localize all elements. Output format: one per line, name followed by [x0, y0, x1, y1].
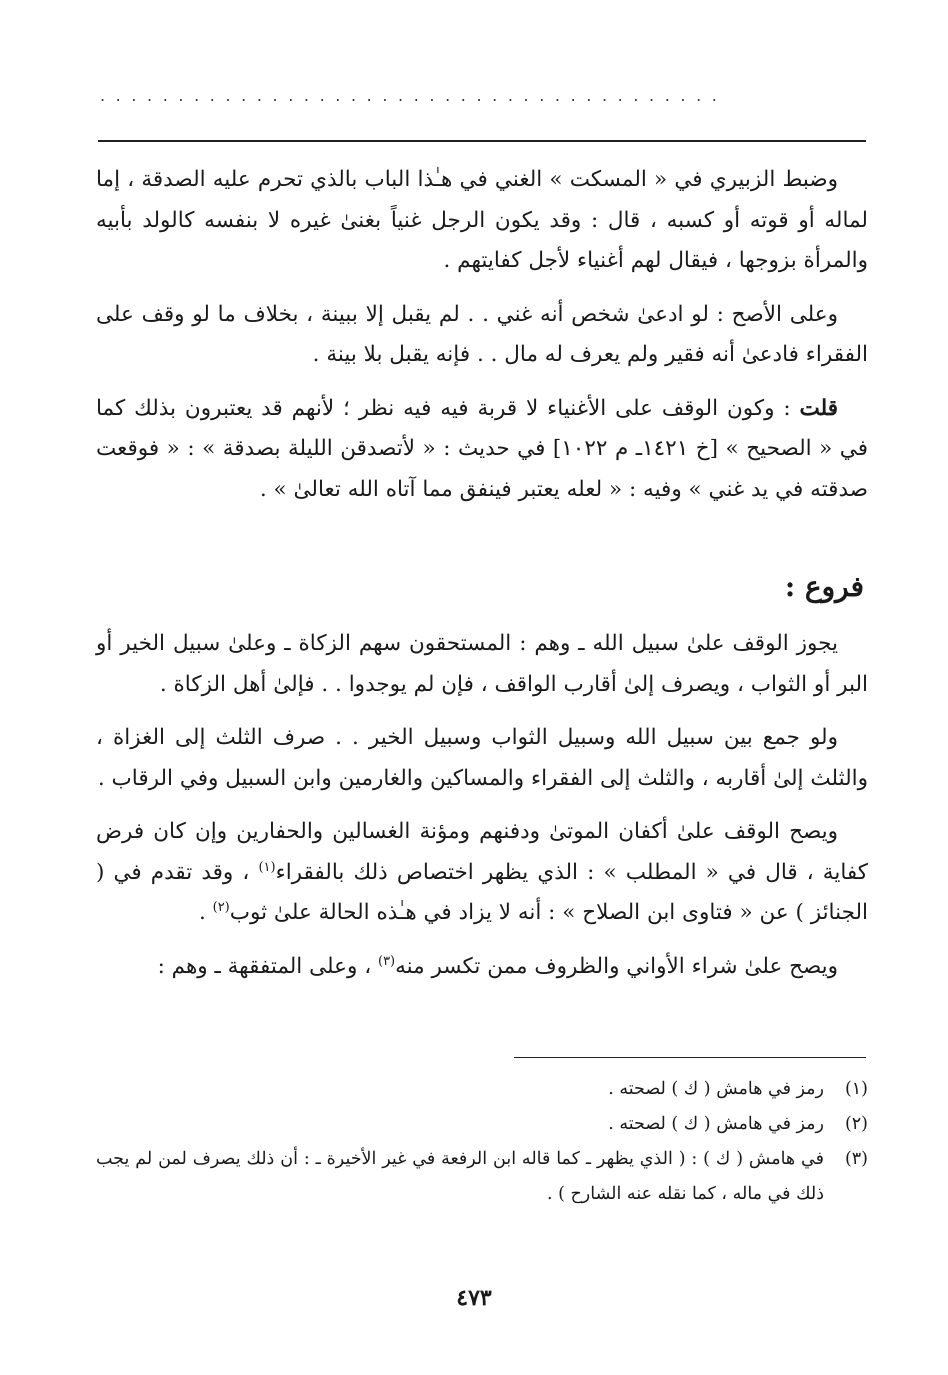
- furu-text: [96, 624, 868, 1000]
- page-number: ٤٧٣: [456, 1285, 492, 1311]
- footnote-rule: [514, 1057, 866, 1058]
- paragraph-asahh: وعلى الأصح : لو ادعىٰ شخص أنه غني . . لم يقبل إلا ببينة ، بخلاف ما لو وقف على الفقراء فادعىٰ أنه فقير ولم يعرف له مال . . فإنه يقبل بلا بينة .: [96, 301, 868, 367]
- akfan-text-c: .: [198, 900, 213, 925]
- footnote-item: [96, 1072, 868, 1107]
- footnotes: [96, 1072, 868, 1212]
- akfan-text-a: ويصح الوقف علىٰ أكفان الموتىٰ ودفنهم ومؤنة الغسالين والحفارين وإن كان فرض كفاية ، قال في « المطلب » : الذي يظهر اختصاص ذلك بالفقراء: [96, 819, 868, 885]
- footnote-ref-2: (٢): [212, 899, 230, 915]
- footnote-ref-3: (٣): [377, 953, 396, 969]
- paragraph-jam: ولو جمع بين سبيل الله وسبيل الثواب وسبيل الخير . . صرف الثلث إلى الغزاة ، والثلث إلىٰ أقاربه ، والثلث إلى الفقراء والمساكين والغارمين وابن السبيل وفي الرقاب .: [96, 725, 868, 791]
- footnote-number: (١): [844, 1079, 868, 1099]
- akfan-text-b: ، وقد تقدم في ( الجنائز ) عن « فتاوى ابن الصلاح » : أنه لا يزاد في هـٰذه الحالة علىٰ ثوب: [96, 859, 868, 925]
- main-text: [96, 160, 868, 523]
- footnote-number: (٢): [844, 1114, 868, 1134]
- awani-text-b: ، وعلى المتفقهة ـ وهم :: [157, 953, 378, 979]
- paragraph-akfan: [96, 812, 868, 934]
- footnote-item: [96, 1107, 868, 1142]
- header-rule: [98, 140, 866, 142]
- footnote-item: [96, 1142, 868, 1212]
- footnote-ref-1: (١): [258, 859, 276, 875]
- qult-text: : وكون الوقف على الأغنياء لا قربة فيه فيه نظر ؛ لأنهم قد يعتبرون بذلك كما في « الصحيح » [خ ١٤٢١ـ م ١٠٢٢] في حديث : « لأتصدقن الليلة بصدقة » : « فوقعت صدقته في يد غني » وفيه : « لعله يعتبر فينفق مما آتاه الله تعالىٰ » .: [96, 395, 869, 502]
- paragraph-qult: [96, 389, 868, 511]
- footnote-text: رمز في هامش ( ك ) لصحته .: [608, 1079, 824, 1099]
- footnote-text: رمز في هامش ( ك ) لصحته .: [608, 1114, 824, 1134]
- header-dotted-line: ........................................: [100, 86, 728, 105]
- footnote-number: (٣): [844, 1149, 868, 1169]
- qult-label: قلت: [799, 395, 838, 421]
- section-title-furu: فروع :: [784, 570, 864, 603]
- paragraph-awani: [96, 947, 868, 988]
- paragraph-zubayri: وضبط الزبيري في « المسكت » الغني في هـٰذا الباب بالذي تحرم عليه الصدقة ، إما لماله أو قوته أو كسبه ، قال : وقد يكون الرجل غنياً بغنىٰ غيره لا بنفسه كالولد بأبيه والمرأة بزوجها ، فيقال لهم أغنياء لأجل كفايتهم .: [96, 167, 868, 273]
- awani-text-a: ويصح علىٰ شراء الأواني والظروف ممن تكسر منه: [395, 953, 838, 979]
- footnote-text: في هامش ( ك ) : ( الذي يظهر ـ كما قاله ابن الرفعة في غير الأخيرة ـ : أن ذلك يصرف لمن لم يجب ذلك في ماله ، كما نقله عنه الشارح ) .: [96, 1149, 824, 1204]
- paragraph-sabil-allah: يجوز الوقف علىٰ سبيل الله ـ وهم : المستحقون سهم الزكاة ـ وعلىٰ سبيل الخير أو البر أو الثواب ، ويصرف إلىٰ أقارب الواقف ، فإن لم يوجدوا . . فإلىٰ أهل الزكاة .: [96, 631, 868, 697]
